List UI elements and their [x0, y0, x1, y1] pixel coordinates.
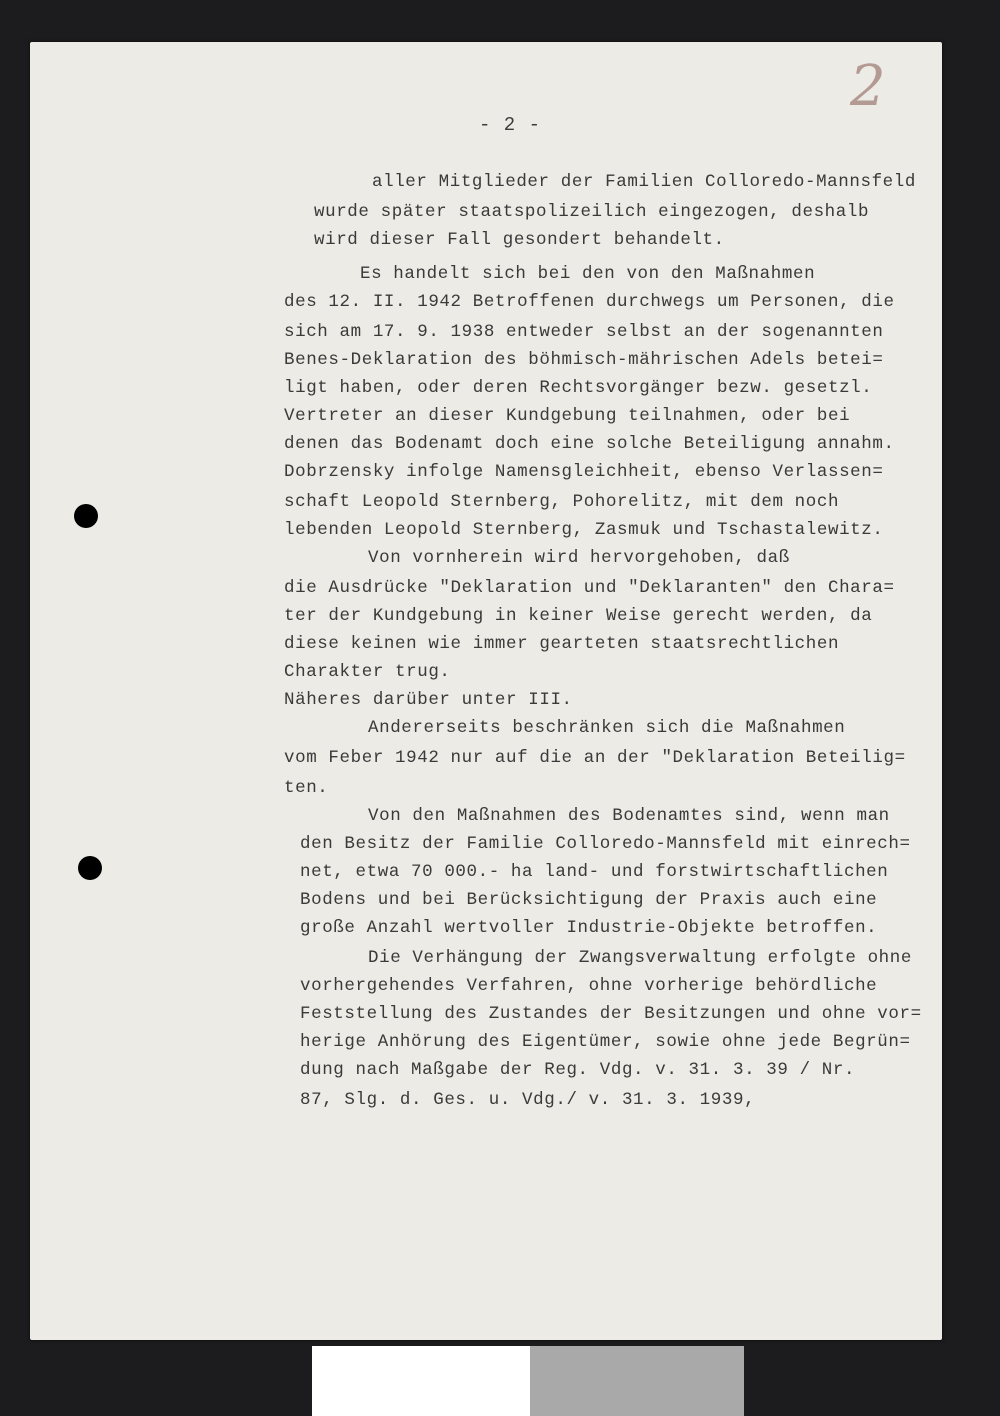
text-line: wurde später staatspolizeilich eingezogen, deshalb: [314, 202, 870, 222]
text-line: vorhergehendes Verfahren, ohne vorherige behördliche: [300, 976, 878, 996]
text-line: Feststellung des Zustandes der Besitzungen und ohne vor=: [300, 1004, 922, 1024]
page-number: - 2 -: [478, 114, 541, 136]
text-line: herige Anhörung des Eigentümer, sowie ohne jede Begrün=: [300, 1032, 911, 1052]
text-line: Dobrzensky infolge Namensgleichheit, ebenso Verlassen=: [284, 462, 884, 482]
text-line: Von den Maßnahmen des Bodenamtes sind, wenn man: [368, 806, 890, 826]
text-line: ten.: [284, 778, 329, 798]
text-line: lebenden Leopold Sternberg, Zasmuk und Tschastalewitz.: [284, 520, 884, 540]
text-line: den Besitz der Familie Colloredo-Mannsfeld mit einrech=: [300, 834, 911, 854]
text-line: dung nach Maßgabe der Reg. Vdg. v. 31. 3. 39 / Nr.: [300, 1060, 856, 1080]
punch-hole: [74, 504, 98, 528]
punch-hole: [78, 856, 102, 880]
text-line: diese keinen wie immer gearteten staatsrechtlichen: [284, 634, 840, 654]
text-line: aller Mitglieder der Familien Colloredo-Mannsfeld: [372, 172, 916, 192]
text-line: Näheres darüber unter III.: [284, 690, 573, 710]
text-line: sich am 17. 9. 1938 entweder selbst an der sogenannten: [284, 322, 884, 342]
text-line: 87, Slg. d. Ges. u. Vdg./ v. 31. 3. 1939,: [300, 1090, 756, 1110]
text-line: Die Verhängung der Zwangsverwaltung erfolgte ohne: [368, 948, 912, 968]
text-line: Bodens und bei Berücksichtigung der Praxis auch eine: [300, 890, 878, 910]
text-line: Charakter trug.: [284, 662, 451, 682]
document-page: [30, 42, 942, 1340]
text-line: Andererseits beschränken sich die Maßnahmen: [368, 718, 846, 738]
text-line: schaft Leopold Sternberg, Pohorelitz, mit dem noch: [284, 492, 840, 512]
text-line: denen das Bodenamt doch eine solche Beteiligung annahm.: [284, 434, 895, 454]
text-line: wird dieser Fall gesondert behandelt.: [314, 230, 725, 250]
handwritten-page-number: 2: [850, 54, 886, 119]
text-line: die Ausdrücke "Deklaration und "Deklaranten" den Chara=: [284, 578, 895, 598]
text-line: des 12. II. 1942 Betroffenen durchwegs um Personen, die: [284, 292, 895, 312]
text-line: Von vornherein wird hervorgehoben, daß: [368, 548, 790, 568]
text-line: ligt haben, oder deren Rechtsvorgänger bezw. gesetzl.: [284, 378, 873, 398]
text-line: Vertreter an dieser Kundgebung teilnahmen, oder bei: [284, 406, 851, 426]
text-line: vom Feber 1942 nur auf die an der "Deklaration Beteilig=: [284, 748, 906, 768]
text-line: Es handelt sich bei den von den Maßnahmen: [360, 264, 816, 284]
text-line: große Anzahl wertvoller Industrie-Objekte betroffen.: [300, 918, 878, 938]
calibration-swatch-grey: [530, 1346, 744, 1416]
text-line: net, etwa 70 000.- ha land- und forstwirtschaftlichen: [300, 862, 889, 882]
text-line: ter der Kundgebung in keiner Weise gerecht werden, da: [284, 606, 873, 626]
text-line: Benes-Deklaration des böhmisch-mährischen Adels betei=: [284, 350, 884, 370]
calibration-swatch-white: [312, 1346, 530, 1416]
